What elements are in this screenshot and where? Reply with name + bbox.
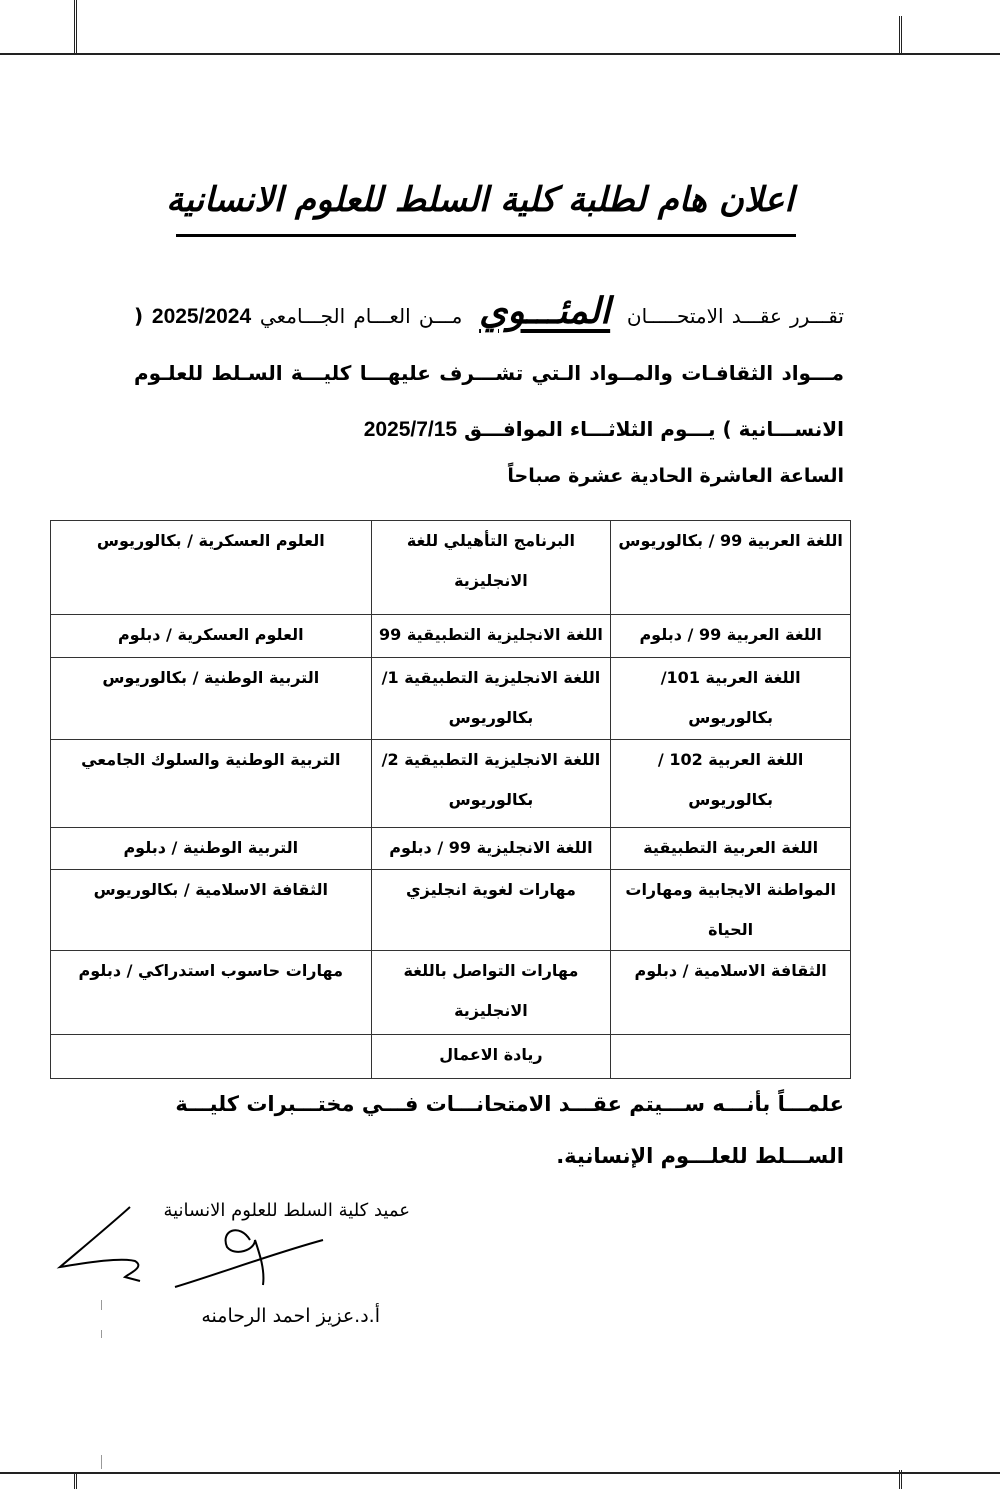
table-cell: اللغة العربية 99 / بكالوريوس [611,521,851,615]
exam-time: الساعة العاشرة الحادية عشرة صباحاً [507,465,844,487]
table-cell: اللغة الانجليزية التطبيقية 2/ بكالوريوس [371,740,611,828]
intro-paragraph [134,284,844,458]
cell-text: التربية الوطنية والسلوك الجامعي [81,750,341,769]
table-cell: اللغة العربية التطبيقية [611,828,851,870]
bottom-left-frame-mark [74,1472,77,1489]
cell-text: التربية الوطنية / دبلوم [123,838,299,857]
title-underline [176,234,796,237]
cell-text: الثقافة الاسلامية / بكالوريوس [93,880,328,899]
top-right-frame-mark [899,16,902,55]
table-cell [51,658,372,740]
table-cell: اللغة الانجليزية التطبيقية 99 [371,615,611,658]
table-row [51,615,851,658]
table-cell [51,870,372,951]
cell-text: العلوم العسكرية / دبلوم [117,625,304,644]
cell-text: التربية الوطنية / بكالوريوس [102,668,320,687]
table-row [51,828,851,870]
intro-part1: تقـــرر عقـــد الامتحـــــان [626,304,844,328]
intro-part3: ( مـــواد الثقافـات والمــواد الـتي تشـــرف عليهـــا كليـــة السـلط للعلـوم الانســـانية ) يـــوم الثلاثـــاء الموافـــق [134,304,844,441]
scan-tick [101,1330,102,1338]
exam-location-note: علمـــاً بأنـــه ســـيتم عقـــد الامتحانـــات فـــي مختـــبرات كليـــة الســـلط للعلـــوم الإنسانية. [175,1092,844,1168]
cell-text: العلوم العسكرية / بكالوريوس [96,531,325,550]
exam-type-highlight: المئـــوي [479,291,611,332]
table-cell: مهارات التواصل باللغة الانجليزية [371,951,611,1035]
table-cell [51,615,372,658]
table-cell [51,1035,372,1079]
table-cell: اللغة الانجليزية التطبيقية 1/ بكالوريوس [371,658,611,740]
bottom-right-frame-mark [899,1470,902,1489]
table-cell: مهارات لغوية انجليزي [371,870,611,951]
table-row [51,740,851,828]
dean-title: عميد كلية السلط للعلوم الانسانية [163,1200,410,1221]
scan-tick [101,1455,102,1469]
subjects-table [50,520,851,1079]
intro-part2: مـــن العـــام الجـــامعي [259,304,463,328]
table-row [51,951,851,1035]
table-cell [51,740,372,828]
table-row [51,1035,851,1079]
table-cell: الثقافة الاسلامية / دبلوم [611,951,851,1035]
top-left-frame-mark [74,0,77,55]
announcement-title: اعلان هام لطلبة كلية السلط للعلوم الانسانية [166,180,794,220]
top-frame-line [0,53,1000,55]
table-row [51,870,851,951]
table-cell: البرنامج التأهيلي للغة الانجليزية [371,521,611,615]
table-cell [51,951,372,1035]
table-cell [611,1035,851,1079]
exam-date: 2025/7/15 [363,418,458,441]
table-row [51,658,851,740]
table-cell: المواطنة الايجابية ومهارات الحياة [611,870,851,951]
table-cell: اللغة الانجليزية 99 / دبلوم [371,828,611,870]
table-cell: ريادة الاعمال [371,1035,611,1079]
academic-year: 2025/2024 [151,305,252,328]
table-cell: اللغة العربية 102 / بكالوريوس [611,740,851,828]
cell-text: مهارات حاسوب استدراكي / دبلوم [78,961,343,980]
table-cell [51,828,372,870]
table-cell [51,521,372,615]
handwritten-signature [55,1195,335,1315]
table-cell: اللغة العربية 99 / دبلوم [611,615,851,658]
dean-name: أ.د.عزيز احمد الرحامنه [201,1305,380,1327]
table-row [51,521,851,615]
bottom-frame-line [0,1472,1000,1474]
table-cell: اللغة العربية 101/ بكالوريوس [611,658,851,740]
